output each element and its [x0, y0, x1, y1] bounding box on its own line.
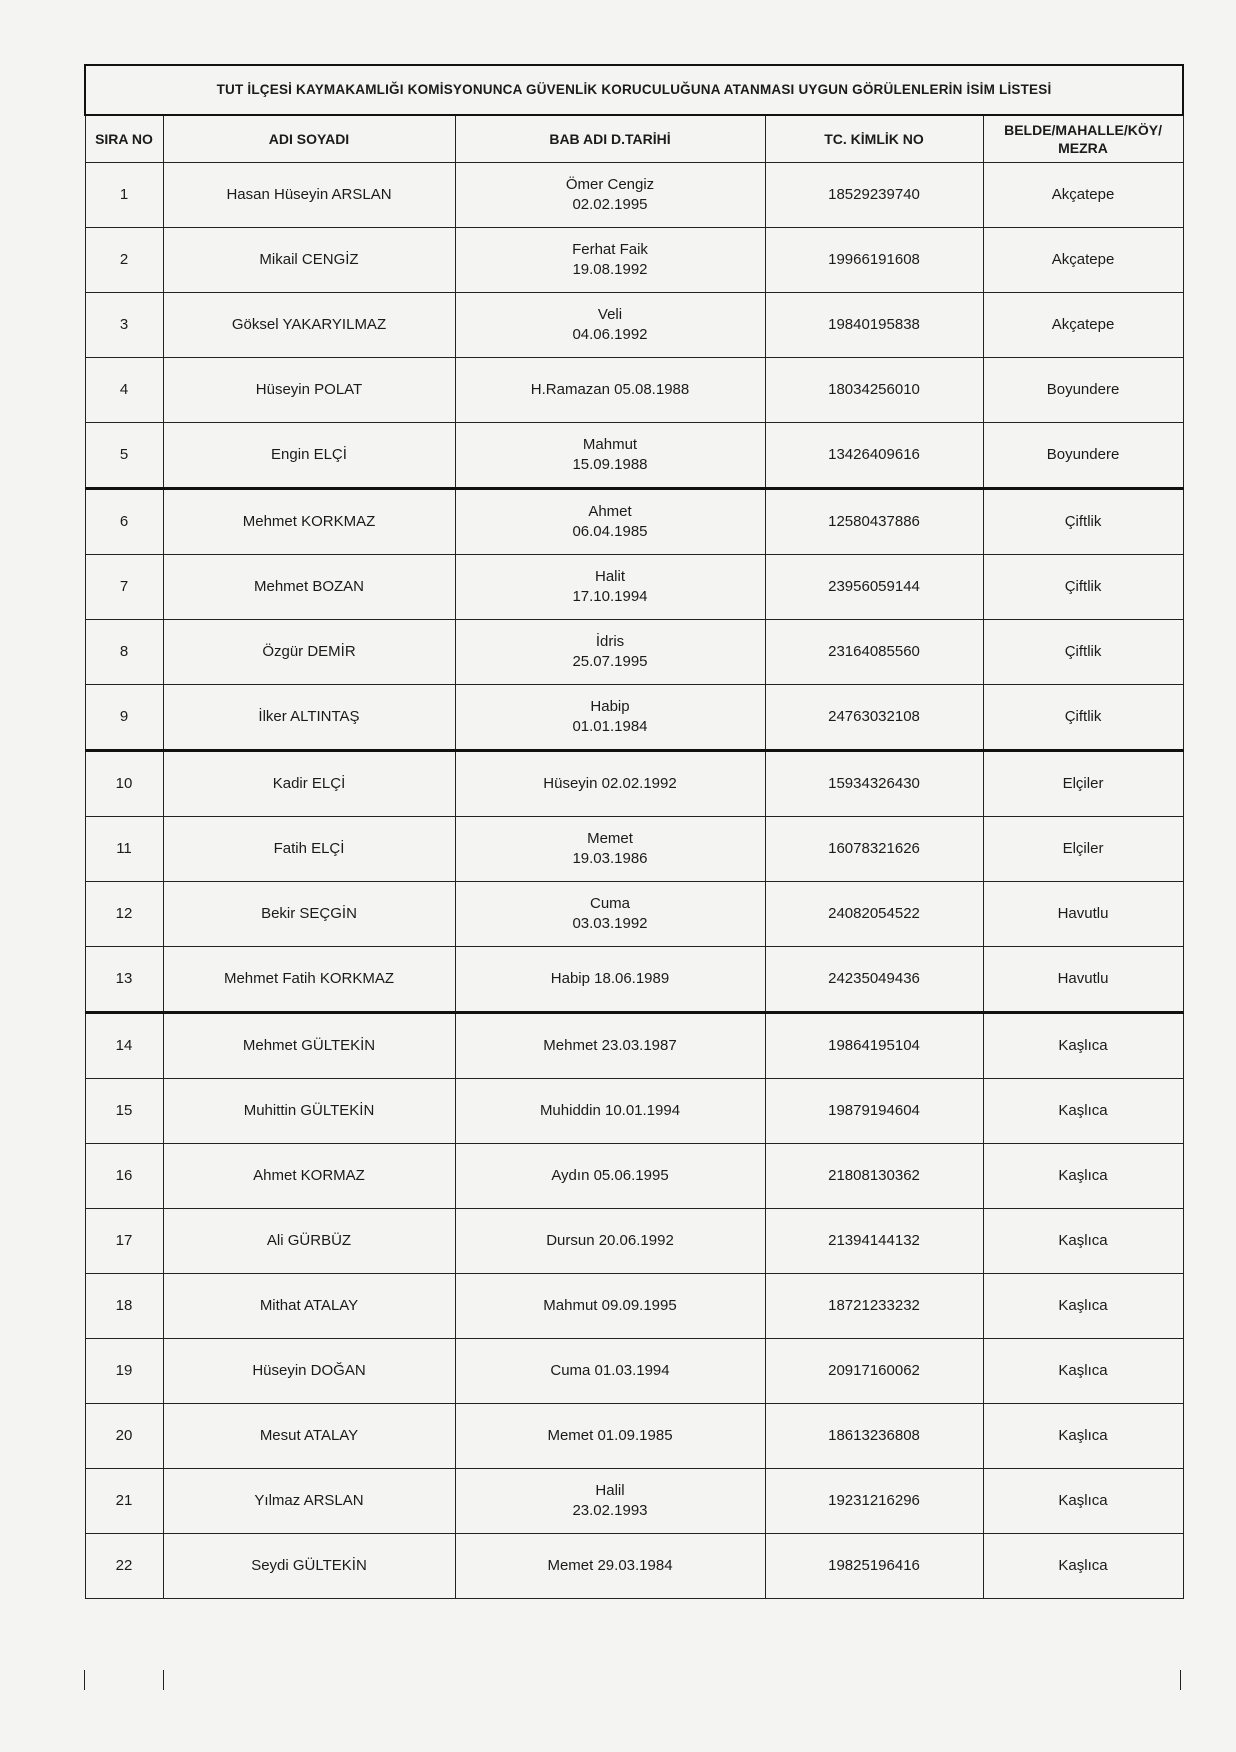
cell-tc-kimlik-no: 18529239740 [765, 163, 983, 228]
father-name: Hüseyin 02.02.1992 [543, 775, 677, 792]
cell-adi-soyadi: Hüseyin DOĞAN [163, 1339, 455, 1404]
header-place-line1: BELDE/MAHALLE/KÖY/ [1004, 122, 1162, 138]
table-row [85, 358, 1183, 423]
cell-adi-soyadi: Mehmet BOZAN [163, 555, 455, 620]
cell-bab-adi-dtarihi [455, 620, 765, 685]
table-row [85, 1404, 1183, 1469]
cell-adi-soyadi: Mehmet KORKMAZ [163, 489, 455, 555]
cell-adi-soyadi: Hasan Hüseyin ARSLAN [163, 163, 455, 228]
cell-belde-mahalle: Kaşlıca [983, 1144, 1183, 1209]
table-row [85, 1144, 1183, 1209]
cell-sira-no: 14 [85, 1013, 163, 1079]
cell-belde-mahalle: Çiftlik [983, 685, 1183, 751]
cell-bab-adi-dtarihi [455, 817, 765, 882]
cell-adi-soyadi: Ahmet KORMAZ [163, 1144, 455, 1209]
cell-belde-mahalle: Akçatepe [983, 228, 1183, 293]
father-name: Memet 29.03.1984 [547, 1557, 673, 1574]
cell-tc-kimlik-no: 15934326430 [765, 751, 983, 817]
cell-adi-soyadi: Mehmet Fatih KORKMAZ [163, 947, 455, 1013]
cell-sira-no: 5 [85, 423, 163, 489]
cell-adi-soyadi: Mikail CENGİZ [163, 228, 455, 293]
cell-tc-kimlik-no: 18034256010 [765, 358, 983, 423]
cell-sira-no: 13 [85, 947, 163, 1013]
father-name: Cuma [589, 895, 630, 912]
cell-bab-adi-dtarihi [455, 685, 765, 751]
father-name: Cuma 01.03.1994 [550, 1362, 670, 1379]
birth-date: 06.04.1985 [572, 523, 648, 540]
father-name: Mahmut 09.09.1995 [543, 1297, 677, 1314]
cell-adi-soyadi: Hüseyin POLAT [163, 358, 455, 423]
cell-adi-soyadi: Muhittin GÜLTEKİN [163, 1079, 455, 1144]
cell-sira-no: 22 [85, 1534, 163, 1599]
table-row [85, 489, 1183, 555]
cell-belde-mahalle: Çiftlik [983, 489, 1183, 555]
cell-belde-mahalle: Kaşlıca [983, 1209, 1183, 1274]
cell-adi-soyadi: Özgür DEMİR [163, 620, 455, 685]
header-tc-kimlik-no: TC. KİMLİK NO [765, 115, 983, 163]
cell-sira-no: 3 [85, 293, 163, 358]
cell-belde-mahalle: Boyundere [983, 423, 1183, 489]
table-row [85, 293, 1183, 358]
father-name: Habip 18.06.1989 [550, 970, 670, 987]
cell-sira-no: 12 [85, 882, 163, 947]
cell-tc-kimlik-no: 19840195838 [765, 293, 983, 358]
table-row [85, 1339, 1183, 1404]
cell-adi-soyadi: Engin ELÇİ [163, 423, 455, 489]
cell-bab-adi-dtarihi [455, 293, 765, 358]
table-continuation-edge [1180, 1670, 1181, 1690]
cell-bab-adi-dtarihi [455, 1404, 765, 1469]
cell-tc-kimlik-no: 18721233232 [765, 1274, 983, 1339]
birth-date: 19.08.1992 [572, 261, 648, 278]
cell-bab-adi-dtarihi [455, 228, 765, 293]
table-row [85, 1079, 1183, 1144]
cell-sira-no: 4 [85, 358, 163, 423]
father-name: Halil [595, 1482, 625, 1499]
cell-tc-kimlik-no: 19825196416 [765, 1534, 983, 1599]
father-name: Ferhat Faik [572, 241, 648, 258]
cell-belde-mahalle: Kaşlıca [983, 1469, 1183, 1534]
cell-sira-no: 2 [85, 228, 163, 293]
table-row [85, 163, 1183, 228]
table-row [85, 555, 1183, 620]
cell-sira-no: 9 [85, 685, 163, 751]
cell-tc-kimlik-no: 19879194604 [765, 1079, 983, 1144]
father-name: Dursun 20.06.1992 [546, 1232, 674, 1249]
cell-sira-no: 8 [85, 620, 163, 685]
cell-adi-soyadi: Yılmaz ARSLAN [163, 1469, 455, 1534]
father-name: Mahmut [582, 436, 638, 453]
cell-belde-mahalle: Çiftlik [983, 620, 1183, 685]
cell-belde-mahalle: Elçiler [983, 751, 1183, 817]
cell-bab-adi-dtarihi [455, 1144, 765, 1209]
cell-bab-adi-dtarihi [455, 163, 765, 228]
table-row [85, 620, 1183, 685]
cell-belde-mahalle: Havutlu [983, 947, 1183, 1013]
header-bab-adi-dtarihi: BAB ADI D.TARİHİ [455, 115, 765, 163]
cell-belde-mahalle: Kaşlıca [983, 1079, 1183, 1144]
father-name: Ahmet [588, 503, 632, 520]
cell-adi-soyadi: Fatih ELÇİ [163, 817, 455, 882]
father-name: H.Ramazan 05.08.1988 [530, 381, 690, 398]
cell-sira-no: 18 [85, 1274, 163, 1339]
cell-bab-adi-dtarihi [455, 751, 765, 817]
father-name: Muhiddin 10.01.1994 [539, 1102, 681, 1119]
cell-bab-adi-dtarihi [455, 555, 765, 620]
cell-bab-adi-dtarihi [455, 1079, 765, 1144]
cell-bab-adi-dtarihi [455, 1469, 765, 1534]
cell-adi-soyadi: Mesut ATALAY [163, 1404, 455, 1469]
cell-bab-adi-dtarihi [455, 1013, 765, 1079]
table-row [85, 423, 1183, 489]
table-row [85, 1209, 1183, 1274]
birth-date: 04.06.1992 [572, 326, 648, 343]
cell-tc-kimlik-no: 19966191608 [765, 228, 983, 293]
cell-bab-adi-dtarihi [455, 423, 765, 489]
father-name: Memet 01.09.1985 [547, 1427, 673, 1444]
cell-tc-kimlik-no: 21394144132 [765, 1209, 983, 1274]
father-name: Ömer Cengiz [565, 176, 655, 193]
cell-adi-soyadi: Bekir SEÇGİN [163, 882, 455, 947]
father-name: İdris [595, 633, 625, 650]
birth-date: 01.01.1984 [572, 718, 648, 735]
document-sheet [84, 64, 1182, 1599]
cell-bab-adi-dtarihi [455, 882, 765, 947]
cell-adi-soyadi: İlker ALTINTAŞ [163, 685, 455, 751]
father-name: Veli [597, 306, 623, 323]
cell-tc-kimlik-no: 24235049436 [765, 947, 983, 1013]
table-body [85, 163, 1183, 1599]
birth-date: 19.03.1986 [572, 850, 648, 867]
father-name: Mehmet 23.03.1987 [543, 1037, 677, 1054]
table-row [85, 882, 1183, 947]
cell-sira-no: 15 [85, 1079, 163, 1144]
cell-adi-soyadi: Seydi GÜLTEKİN [163, 1534, 455, 1599]
cell-sira-no: 7 [85, 555, 163, 620]
cell-belde-mahalle: Kaşlıca [983, 1013, 1183, 1079]
cell-sira-no: 20 [85, 1404, 163, 1469]
cell-sira-no: 1 [85, 163, 163, 228]
table-row [85, 1013, 1183, 1079]
cell-belde-mahalle: Çiftlik [983, 555, 1183, 620]
cell-adi-soyadi: Mehmet GÜLTEKİN [163, 1013, 455, 1079]
header-place-line2: MEZRA [1058, 140, 1108, 156]
header-belde-mahalle-koy-mezra [983, 115, 1183, 163]
cell-sira-no: 10 [85, 751, 163, 817]
table-row [85, 1274, 1183, 1339]
cell-sira-no: 19 [85, 1339, 163, 1404]
table-row [85, 228, 1183, 293]
cell-sira-no: 16 [85, 1144, 163, 1209]
cell-belde-mahalle: Akçatepe [983, 163, 1183, 228]
cell-belde-mahalle: Boyundere [983, 358, 1183, 423]
table-row [85, 1469, 1183, 1534]
guard-list-table [84, 64, 1184, 1599]
father-name: Habip [590, 698, 630, 715]
cell-sira-no: 17 [85, 1209, 163, 1274]
birth-date: 03.03.1992 [572, 915, 648, 932]
cell-adi-soyadi: Ali GÜRBÜZ [163, 1209, 455, 1274]
birth-date: 25.07.1995 [572, 653, 648, 670]
cell-tc-kimlik-no: 18613236808 [765, 1404, 983, 1469]
cell-belde-mahalle: Kaşlıca [983, 1274, 1183, 1339]
header-adi-soyadi: ADI SOYADI [163, 115, 455, 163]
cell-bab-adi-dtarihi [455, 1209, 765, 1274]
cell-adi-soyadi: Kadir ELÇİ [163, 751, 455, 817]
cell-tc-kimlik-no: 19864195104 [765, 1013, 983, 1079]
cell-tc-kimlik-no: 24763032108 [765, 685, 983, 751]
birth-date: 02.02.1995 [572, 196, 648, 213]
cell-adi-soyadi: Göksel YAKARYILMAZ [163, 293, 455, 358]
cell-tc-kimlik-no: 21808130362 [765, 1144, 983, 1209]
cell-tc-kimlik-no: 12580437886 [765, 489, 983, 555]
birth-date: 15.09.1988 [572, 456, 648, 473]
father-name: Memet [587, 830, 633, 847]
cell-tc-kimlik-no: 16078321626 [765, 817, 983, 882]
cell-sira-no: 6 [85, 489, 163, 555]
father-name: Aydın 05.06.1995 [551, 1167, 669, 1184]
father-name: Halit [594, 568, 625, 585]
cell-tc-kimlik-no: 13426409616 [765, 423, 983, 489]
table-continuation-stub [84, 1670, 164, 1690]
cell-belde-mahalle: Kaşlıca [983, 1534, 1183, 1599]
cell-tc-kimlik-no: 19231216296 [765, 1469, 983, 1534]
table-row [85, 817, 1183, 882]
header-sira-no: SIRA NO [85, 115, 163, 163]
table-row [85, 685, 1183, 751]
cell-belde-mahalle: Kaşlıca [983, 1339, 1183, 1404]
cell-belde-mahalle: Akçatepe [983, 293, 1183, 358]
table-header-row [85, 115, 1183, 163]
cell-bab-adi-dtarihi [455, 947, 765, 1013]
birth-date: 17.10.1994 [572, 588, 648, 605]
cell-bab-adi-dtarihi [455, 358, 765, 423]
cell-tc-kimlik-no: 20917160062 [765, 1339, 983, 1404]
cell-belde-mahalle: Kaşlıca [983, 1404, 1183, 1469]
table-row [85, 1534, 1183, 1599]
cell-belde-mahalle: Havutlu [983, 882, 1183, 947]
birth-date: 23.02.1993 [572, 1502, 648, 1519]
cell-tc-kimlik-no: 23956059144 [765, 555, 983, 620]
cell-bab-adi-dtarihi [455, 1534, 765, 1599]
cell-bab-adi-dtarihi [455, 1274, 765, 1339]
cell-bab-adi-dtarihi [455, 489, 765, 555]
cell-adi-soyadi: Mithat ATALAY [163, 1274, 455, 1339]
cell-bab-adi-dtarihi [455, 1339, 765, 1404]
document-title: TUT İLÇESİ KAYMAKAMLIĞI KOMİSYONUNCA GÜVENLİK KORUCULUĞUNA ATANMASI UYGUN GÖRÜLENLERİN İSİM LİSTESİ [85, 65, 1183, 115]
cell-belde-mahalle: Elçiler [983, 817, 1183, 882]
cell-sira-no: 21 [85, 1469, 163, 1534]
cell-sira-no: 11 [85, 817, 163, 882]
table-row [85, 751, 1183, 817]
cell-tc-kimlik-no: 24082054522 [765, 882, 983, 947]
table-row [85, 947, 1183, 1013]
cell-tc-kimlik-no: 23164085560 [765, 620, 983, 685]
